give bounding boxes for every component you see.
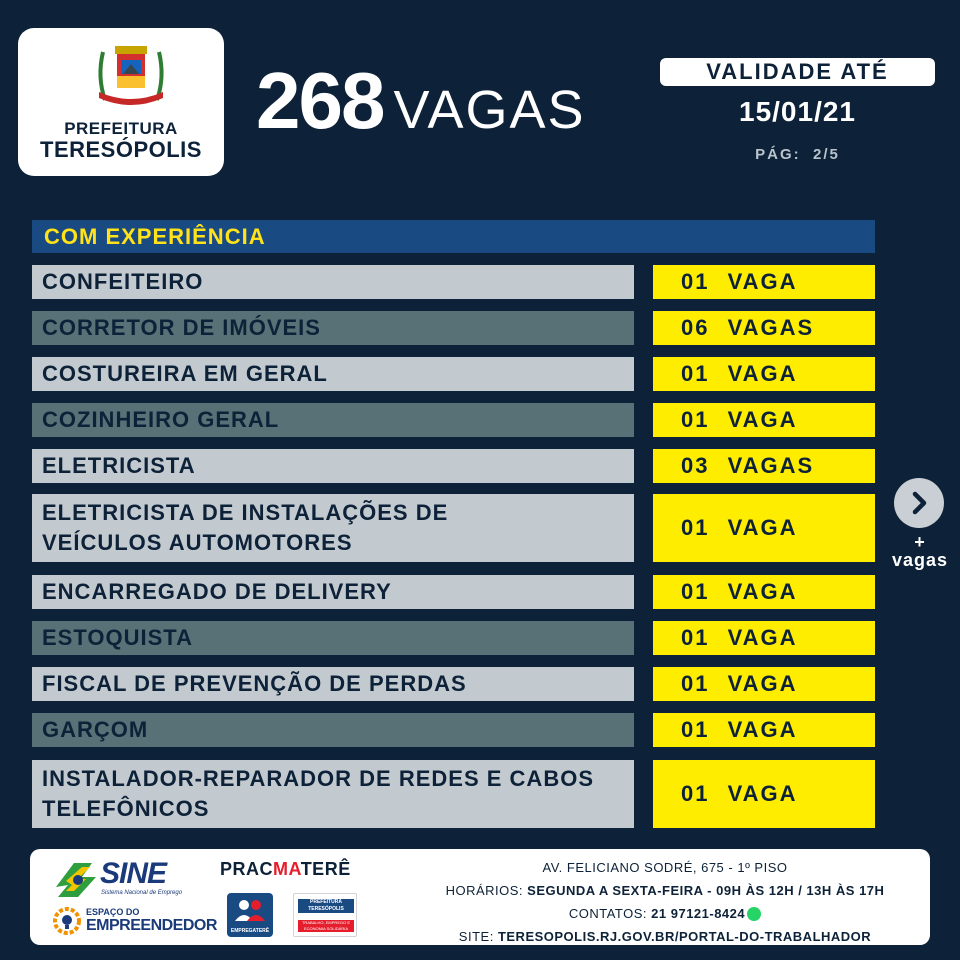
job-vacancy-count: 01 VAGA [653,403,875,437]
list-item [32,760,875,828]
list-item [32,575,875,609]
people-icon [227,893,273,925]
whatsapp-icon [747,907,761,921]
site-line [410,925,920,948]
sine-name: SINE [100,857,167,890]
job-title: GARÇOM [32,713,634,747]
contacts-line [410,902,920,925]
headline [256,56,586,146]
list-item [32,713,875,747]
site-label: SITE: [458,929,494,944]
job-title: FISCAL DE PREVENÇÃO DE PERDAS [32,667,634,701]
job-title: COZINHEIRO GERAL [32,403,634,437]
list-item [32,357,875,391]
validity-label: VALIDADE ATÉ [660,58,935,86]
praca-text-b: MA [273,859,301,879]
gear-bulb-icon [52,906,82,936]
job-title: ELETRICISTA [32,449,634,483]
job-vacancy-count: 01 VAGA [653,760,875,828]
next-page-button[interactable] [894,478,944,528]
page-indicator [660,146,935,163]
job-vacancy-count: 01 VAGA [653,713,875,747]
praca-text-a: PRAC [220,859,274,879]
logo-card [18,28,224,176]
footer [30,849,930,945]
more-plus: + [914,532,926,552]
job-vacancy-count: 01 VAGA [653,265,875,299]
list-item [32,449,875,483]
praca-logo [220,859,351,880]
page-value: 2/5 [812,146,840,163]
job-title: ESTOQUISTA [32,621,634,655]
more-vacancies-label[interactable] [880,533,960,569]
list-item [32,494,875,562]
vacancy-word: VAGAS [393,80,586,140]
hours-label: HORÁRIOS: [445,883,524,898]
section-title: COM EXPERIÊNCIA [32,220,875,253]
secretaria-foot: TRABALHO, EMPREGO E ECONOMIA SOLIDÁRIA [301,920,350,931]
empreendedor-top: ESPAÇO DO [86,907,140,917]
phone-number[interactable]: 21 97121-8424 [651,906,746,921]
job-title: INSTALADOR-REPARADOR DE REDES E CABOS TELEFÔNICOS [32,760,634,828]
secretaria-head: PREFEITURA TERESÓPOLIS [308,899,344,912]
validity-date: 15/01/21 [739,96,856,127]
hours-line [410,879,920,902]
page-label: PÁG: [755,146,801,163]
vacancy-total: 268 [256,56,384,145]
site-link[interactable]: TERESOPOLIS.RJ.GOV.BR/PORTAL-DO-TRABALHADOR [497,929,872,944]
job-title: ELETRICISTA DE INSTALAÇÕES DE VEÍCULOS AUTOMOTORES [32,494,634,562]
list-item [32,311,875,345]
job-title: ENCARREGADO DE DELIVERY [32,575,634,609]
list-item [32,265,875,299]
logo-title-city: TERESÓPOLIS [40,137,202,162]
list-item [32,667,875,701]
list-item [32,403,875,437]
sine-subtitle: Sistema Nacional de Emprego [101,890,183,896]
address: AV. FELICIANO SODRÉ, 675 - 1º PISO [542,860,788,875]
job-title: CONFEITEIRO [32,265,634,299]
praca-text-c: TERÊ [300,859,351,879]
logo-title-top: PREFEITURA [64,119,178,138]
contact-info [410,856,920,948]
city-crest-icon [91,42,171,112]
more-text: vagas [891,550,949,570]
job-vacancy-count: 01 VAGA [653,667,875,701]
job-vacancy-count: 01 VAGA [653,357,875,391]
list-item [32,621,875,655]
job-title: CORRETOR DE IMÓVEIS [32,311,634,345]
emprega-tere-label: EMPREGATERÊ [230,928,270,934]
job-vacancy-count: 01 VAGA [653,575,875,609]
chevron-right-icon [906,490,932,516]
emprega-tere-logo [227,893,273,937]
job-vacancy-count: 06 VAGAS [653,311,875,345]
secretaria-logo [293,893,357,937]
hours-value: SEGUNDA A SEXTA-FEIRA - 09H ÀS 12H / 13H ÀS 17H [527,883,885,898]
contacts-label: CONTATOS: [568,906,648,921]
job-vacancy-count: 01 VAGA [653,621,875,655]
job-title: COSTUREIRA EM GERAL [32,357,634,391]
empreendedor-name: EMPREENDEDOR [86,917,217,934]
job-vacancy-count: 03 VAGAS [653,449,875,483]
job-vacancy-count: 01 VAGA [653,494,875,562]
